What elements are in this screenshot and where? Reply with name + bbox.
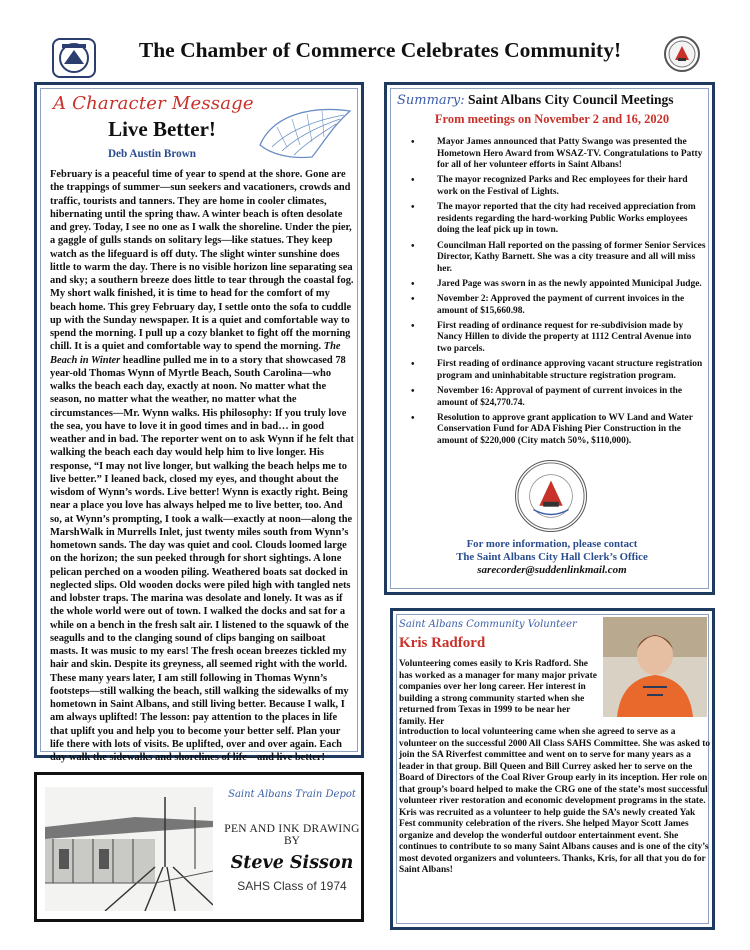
city-seal-icon: [515, 460, 587, 532]
list-item: • Mayor James announced that Patty Swango was presented the Hometown Hero Award from WSAZ-TV. Congratulations to Patty for all of her volunteer efforts in Saint Albans!: [409, 137, 707, 172]
train-depot-drawing: [45, 787, 213, 911]
character-message-article: [34, 82, 364, 763]
article-author: Deb Austin Brown: [107, 148, 197, 160]
list-item: • November 2: Approved the payment of current invoices in the amount of $15,660.98.: [409, 294, 707, 317]
volunteer-box: [390, 608, 715, 930]
train-depot-box: [34, 772, 364, 922]
seashell-icon: [252, 97, 357, 167]
list-item: • November 16: Approval of payment of current invoices in the amount of $24,770.74.: [409, 386, 707, 409]
character-message-heading: A Character Message: [53, 93, 254, 114]
character-message-subtitle: Live Better!: [108, 117, 216, 141]
list-item: • Resolution to approve grant application to WV Land and Water Conservation Fund for ADA Fishing Pier Construction in the amount of $220,000 (City match 50%, $110,000).: [409, 413, 707, 448]
article-body: February is a peaceful time of year to spend at the shore. Gone are the trappings of summer—sun seekers and vacationers, crowds and traffic, tourists and tanners. They are home in cooler climates, hibernating until the spring thaw. A winter beach is often desolate and grey. Today, I see no one as I walk the shoreline. Under the pier, a gaggle of gulls stands on solitary legs—like statues. They keep watch as the lifeguard is off duty. The slight winter sunshine does little to warm the day. There is no visible horizon line separating sea and sky; a southern breeze does little to tear through the coastal fog. My short walk finished, it is time to head for the comfort of my beach home. This grey February day, I settle onto the sofa to cuddle up with the Sunday newspaper. It is a quiet and comfortable way to spend the morning. I pull up a cozy blanket to fight off the morning chill. It is a quiet and comfortable way to spend the morning. The Beach in Winter headline pulled me in to a story that showcased 78 year-old Thomas Wynn of Myrtle Beach, South Carolina—who walks the beach each day, exactly at noon. No matter what the season, no matter what the weather, no matter what the circumstances—Mr. Wynn walks. His philosophy: If you truly love the sea, you have to love it in good times and in bad… in good weather and in bad. The reporter went on to ask Wynn if he felt that walking the beach each day would help him to live longer. His response, “I may not live longer, but walking the beach helps me to live better.” I leaned back, closed my eyes, and thought about the wisdom of Wynn’s words. Live better! Wynn is exactly right. Being near a place you love has always helped me to live better, too. And so, at Wynn’s prompting, I took a walk—exactly at noon—along the MarshWalk in Murrells Inlet, just twenty miles south from Wynn’s hometown sands. The day was quiet and cool. Clouds loomed large on the horizon; the sun peeked through for short sightings. A lone pelican perched on a wooden piling. Weathered boats sat docked in neglected slips. Old wooden docks were piled high with tangled nets and lobster traps. The marina was desolate and lonely. It was as if the whole world were out of town. I walked the docks and sat for a while on a bench in the fresh salt air. I listened to the squawk of the seagulls and to the clanging sound of clips banging on sailboat masts. It was music to my ears! The fresh ocean breezes tickled my hair and skin. Despite its greyness, all seemed right with the world. These many years later, I am still following in Thomas Wynn’s footsteps—still walking the beach, still walking the sidewalks of my hometown in Saint Albans, and still living better. Because I walk, I am always uplifted! The lesson: pay attention to the places in life that uplift you and help you to become your better self. Plan your life there with lots of visits. Be uplifted, over and over again. Each day walk the sidewalks and shorelines of life—and live better!: [50, 169, 354, 763]
train-depot-heading: Saint Albans Train Depot: [228, 789, 356, 800]
list-item: • The mayor recognized Parks and Rec employees for their hard work on the Festival of Lights.: [409, 175, 707, 198]
volunteer-heading: Saint Albans Community Volunteer: [399, 619, 577, 630]
list-item: • First reading of ordinance request for re-subdivision made by Nancy Hillen to divide the property at 1112 Central Avenue into two parcels.: [409, 321, 707, 356]
drawing-by-label: BY: [284, 835, 300, 847]
page-title: The Chamber of Commerce Celebrates Community!: [138, 38, 622, 62]
volunteer-body-intro: Volunteering comes easily to Kris Radford. She has worked as a manager for many major private companies over her long career. Her interest in building a strong community started when she returned from Texas in 1999 to be near her family. Her: [399, 659, 597, 727]
summary-subtitle: From meetings on November 2 and 16, 2020: [434, 112, 670, 126]
volunteer-photo: [603, 617, 707, 717]
artist-name: Steve Sisson: [230, 853, 354, 873]
drawing-caption: PEN AND INK DRAWING: [224, 823, 360, 835]
summary-title: Summary: Saint Albans City Council Meetings: [397, 92, 674, 108]
chamber-logo: [52, 38, 96, 78]
artist-class: SAHS Class of 1974: [237, 879, 347, 893]
volunteer-body: introduction to local volunteering came when she agreed to serve as a volunteer on the successful 2000 All Class SAHS Committee. She was asked to join the SA Riverfest committee and went on to serve for many years as a leader in that group. Bill Queen and Bill Currey asked her to serve on the Board of Directors of the Coal River Group early in its inception. Her role on that group’s board helped to make the CRG one of the state’s most successful volunteer river restoration and economic development programs in the state. Kris was recruited as a volunteer to help guide the SA’s newly created Yak Fest community celebration of the rivers. She helped Mayor Scott James organize and develop the wonderful outdoor entertainment event. She continues to contribute to so many Saint Albans causes and is one of the city’s most devoted organizers and volunteers. Thanks, Kris, for all that you do for Saint Albans!: [399, 727, 711, 875]
volunteer-name: Kris Radford: [399, 635, 486, 651]
city-seal-logo: [664, 36, 700, 72]
summary-list: [409, 137, 707, 451]
list-item: • Jared Page was sworn in as the newly appointed Municipal Judge.: [409, 279, 707, 291]
list-item: • The mayor reported that the city had received appreciation from residents regarding the hard-working Public Works employees doing the leaf pick up in town.: [409, 202, 707, 237]
list-item: • First reading of ordinance approving vacant structure registration program and uninhabitable structure registration program.: [409, 359, 707, 382]
council-summary-box: [384, 82, 715, 595]
contact-email[interactable]: sarecorder@suddenlinkmail.com: [477, 564, 627, 576]
contact-info: For more information, please contact The Saint Albans City Hall Clerk’s Office: [456, 538, 648, 563]
list-item: • Councilman Hall reported on the passing of former Senior Services Director, Kathy Barnett. She was a city treasure and all will miss her.: [409, 241, 707, 276]
